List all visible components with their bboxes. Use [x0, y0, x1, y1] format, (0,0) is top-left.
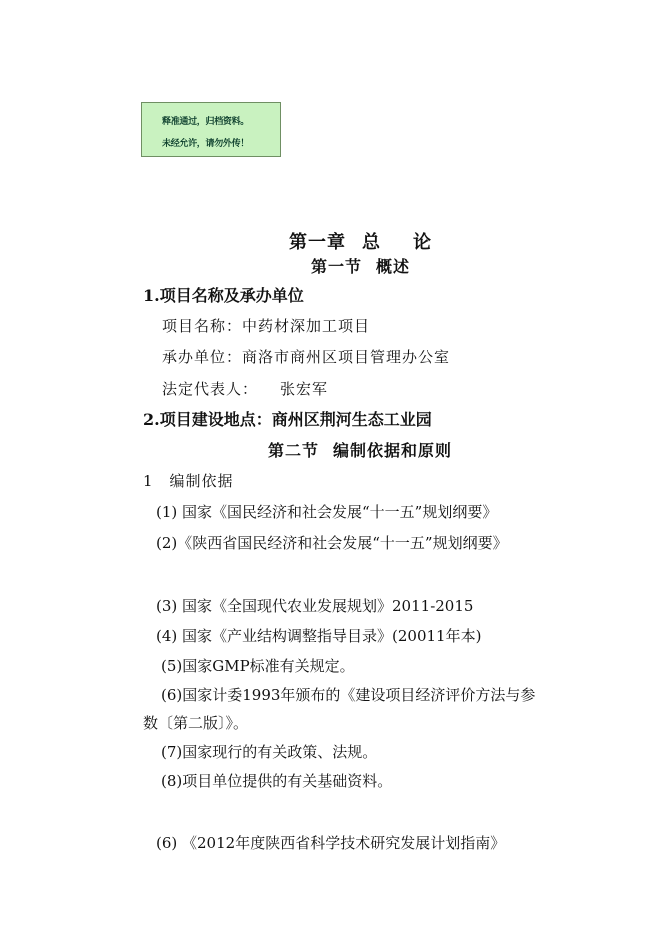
basis-item-7: (7)国家现行的有关政策、法规。 — [161, 743, 378, 761]
section-1-name: 概述 — [376, 257, 411, 276]
basis-item-6: (6)国家计委1993年颁布的《建设项目经济评价方法与参 — [161, 686, 536, 704]
legal-representative-label: 法定代表人： — [162, 380, 259, 398]
organizer-line: 承办单位：商洛市商州区项目管理办公室 — [162, 348, 451, 366]
basis-item-8: (8)项目单位提供的有关基础资料。 — [161, 772, 393, 790]
basis-item-6-continued: 数〔第二版〕》。 — [143, 714, 249, 732]
chapter-title-char2: 论 — [413, 232, 432, 253]
project-name-line: 项目名称：中药材深加工项目 — [162, 317, 371, 335]
stamp-line-approved: 释准通过，归档资料。 — [162, 117, 250, 127]
basis-item-9: (6) 《2012年度陕西省科学技术研究发展计划指南》 — [156, 834, 506, 852]
chapter-title — [289, 232, 432, 254]
confidential-stamp — [141, 102, 281, 157]
basis-item-5: (5)国家GMP标准有关规定。 — [161, 657, 355, 675]
section-2-number: 第二节 — [268, 441, 320, 460]
basis-heading: 1 编制依据 — [143, 472, 234, 490]
legal-representative-line — [162, 380, 328, 398]
chapter-title-number: 第一章 — [289, 232, 346, 253]
stamp-line-confidential: 未经允许，请勿外传！ — [162, 139, 250, 149]
section-1-number: 第一节 — [311, 257, 363, 276]
basis-item-4: (4) 国家《产业结构调整指导目录》(20011年本) — [156, 627, 482, 645]
heading-construction-site: 2.项目建设地点：商州区荆河生态工业园 — [143, 410, 432, 429]
basis-item-3: (3) 国家《全国现代农业发展规划》2011-2015 — [156, 597, 474, 615]
legal-representative-name: 张宏军 — [280, 380, 329, 398]
section-1-title — [311, 257, 410, 277]
heading-project-name-and-organizer: 1.项目名称及承办单位 — [143, 286, 304, 305]
basis-item-2: (2)《陕西省国民经济和社会发展“十一五”规划纲要》 — [156, 534, 508, 552]
basis-item-1: (1) 国家《国民经济和社会发展“十一五”规划纲要》 — [156, 503, 498, 521]
chapter-title-char1: 总 — [362, 232, 381, 253]
section-2-title — [268, 441, 452, 461]
section-2-name: 编制依据和原则 — [333, 441, 453, 460]
